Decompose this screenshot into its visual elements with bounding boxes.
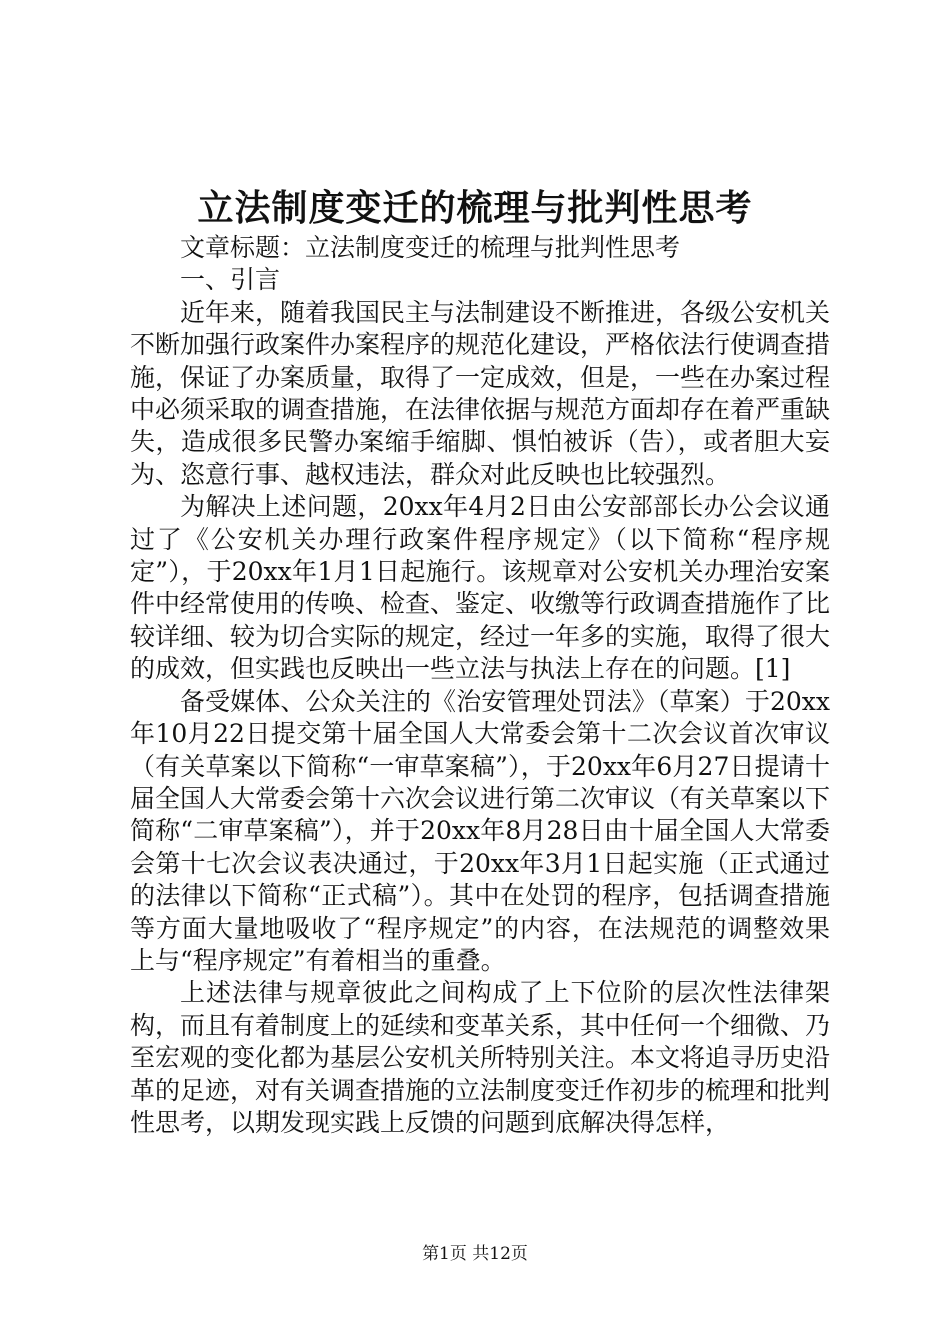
paragraph: 为解决上述问题，20xx年4月2日由公安部部长办公会议通过了《公安机关办理行政案件程序规定》（以下简称“程序规定”），于20xx年1月1日起施行。该规章对公安机关办理治安案件中经常使用的传唤、检查、鉴定、收缴等行政调查措施作了比较详细、较为切合实际的规定，经过一年多的实施，取得了很大的成效，但实践也反映出一些立法与执法上存在的问题。[1] xyxy=(130,492,831,684)
document-title: 立法制度变迁的梳理与批判性思考 xyxy=(197,187,753,229)
section-heading: 一、引言 xyxy=(180,265,281,295)
page-footer: 第1页 共12页 xyxy=(422,1244,528,1264)
paragraph: 上述法律与规章彼此之间构成了上下位阶的层次性法律架构，而且有着制度上的延续和变革关系，其中任何一个细微、乃至宏观的变化都为基层公安机关所特别关注。本文将追寻历史沿革的足迹，对有关调查措施的立法制度变迁作初步的梳理和批判性思考，以期发现实践上反馈的问题到底解决得怎样， xyxy=(130,978,831,1137)
article-title-line: 文章标题：立法制度变迁的梳理与批判性思考 xyxy=(180,233,681,262)
document-body xyxy=(130,232,830,1139)
paragraph: 备受媒体、公众关注的《治安管理处罚法》（草案）于20xx年10月22日提交第十届全国人大常委会第十二次会议首次审议（有关草案以下简称“一审草案稿”），于20xx年6月27日提请十届全国人大常委会第十六次会议进行第二次审议（有关草案以下简称“二审草案稿”），并于20xx年8月28日由十届全国人大常委会第十七次会议表决通过，于20xx年3月1日起实施（正式通过的法律以下简称“正式稿”）。其中在处罚的程序，包括调查措施等方面大量地吸收了“程序规定”的内容，在法规范的调整效果上与“程序规定”有着相当的重叠。 xyxy=(130,686,831,975)
paragraph: 近年来，随着我国民主与法制建设不断推进，各级公安机关不断加强行政案件办案程序的规范化建设，严格依法行使调查措施，保证了办案质量，取得了一定成效，但是，一些在办案过程中必须采取的调查措施，在法律依据与规范方面却存在着严重缺失，造成很多民警办案缩手缩脚、惧怕被诉（告），或者胆大妄为、恣意行事、越权违法，群众对此反映也比较强烈。 xyxy=(130,297,831,489)
